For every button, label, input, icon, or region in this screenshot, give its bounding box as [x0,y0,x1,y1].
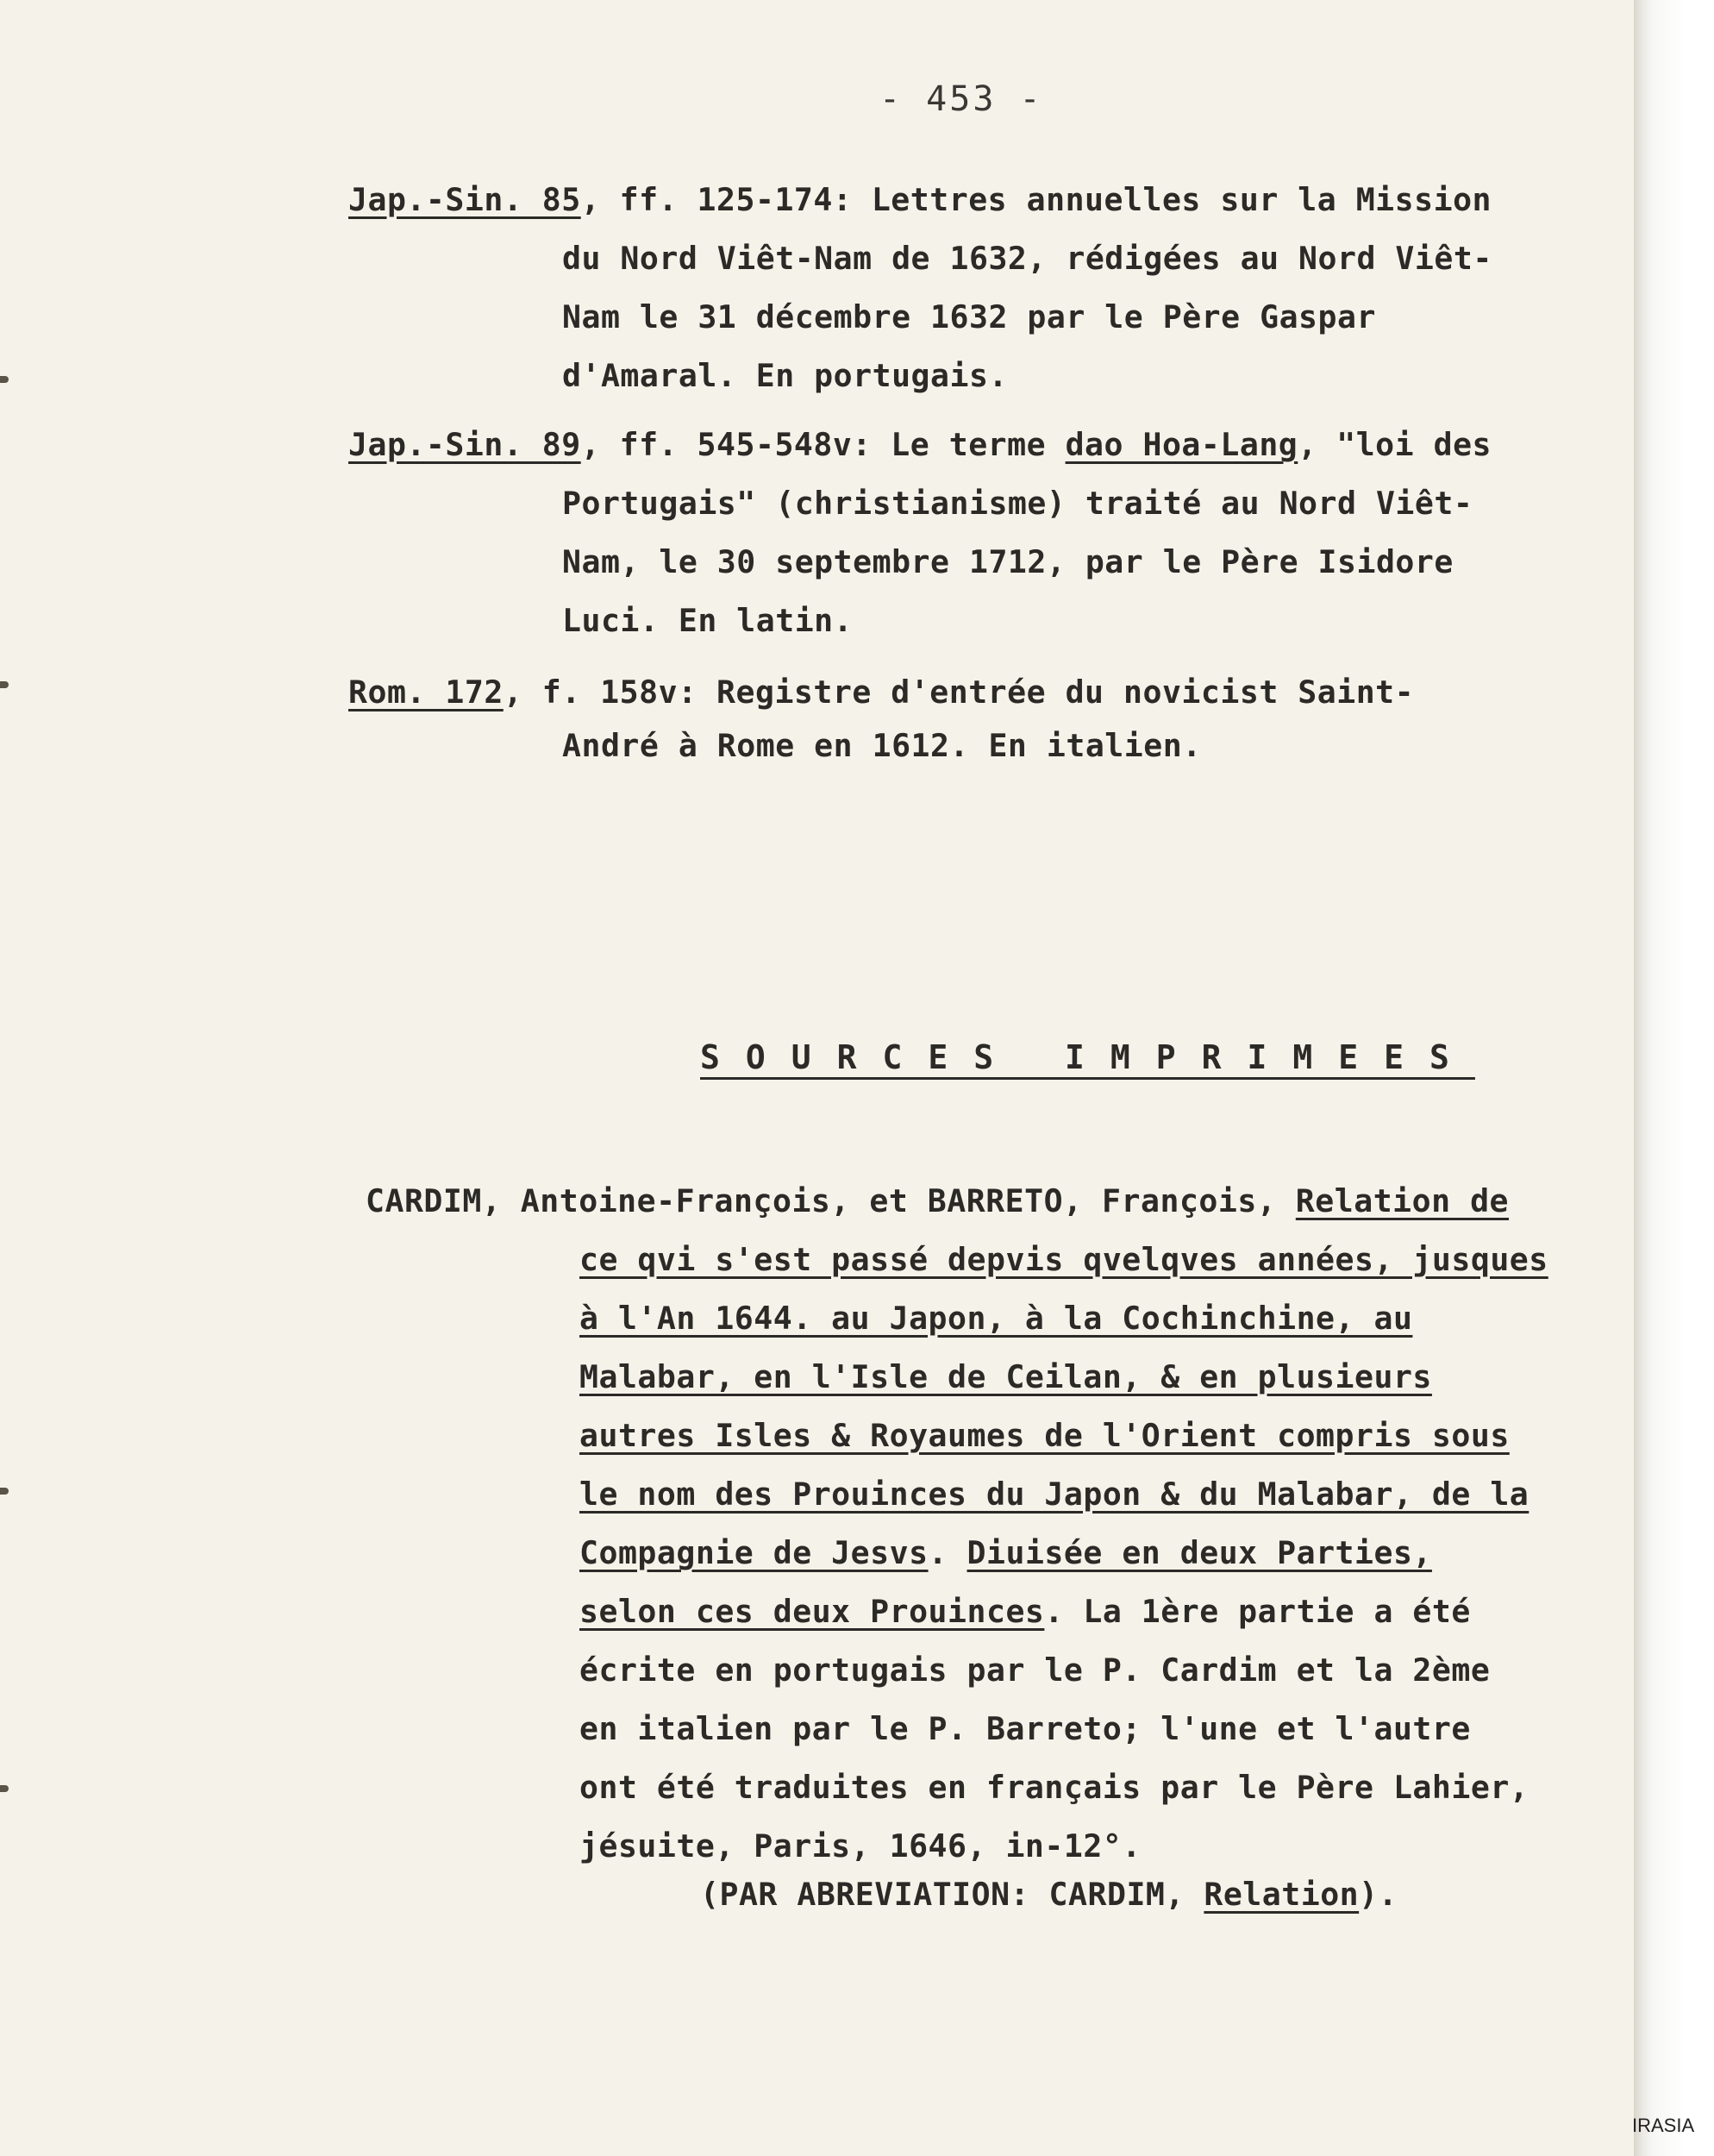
entry-first-line: CARDIM, Antoine-François, et BARRETO, François, Relation de [366,1182,1510,1219]
underlined-term: dao Hoa-Lang [1065,426,1298,463]
book-title-line: Malabar, en l'Isle de Ceilan, & en plusieurs [579,1358,1432,1395]
abbreviation-note: (PAR ABREVIATION: CARDIM, Relation). [700,1876,1398,1913]
entry-line: du Nord Viêt-Nam de 1632, rédigées au Nord Viêt- [562,240,1492,277]
book-title-line: ce qvi s'est passé depvis qvelqves années, jusques [579,1241,1548,1278]
entry-line: écrite en portugais par le P. Cardim et la 2ème [579,1651,1491,1689]
entry-line: jésuite, Paris, 1646, in-12°. [579,1827,1142,1865]
book-title: Relation de [1295,1182,1510,1219]
archive-reference: Rom. 172 [348,674,504,711]
book-title-line: le nom des Prouinces du Japon & du Malabar, de la [579,1476,1529,1513]
entry-first-line: Jap.-Sin. 85, ff. 125-174: Lettres annuelles sur la Mission [348,181,1492,218]
binding-hole [0,1488,9,1495]
entry-line: d'Amaral. En portugais. [562,357,1008,394]
archive-reference: Jap.-Sin. 89 [348,426,581,463]
binding-hole [0,1785,9,1792]
entry-first-line: Jap.-Sin. 89, ff. 545-548v: Le terme dao Hoa-Lang, "loi des [348,426,1492,463]
book-title-line: autres Isles & Royaumes de l'Orient compris sous [579,1417,1510,1454]
entry-line: André à Rome en 1612. En italien. [562,727,1202,764]
subtitle: Diuisée en deux Parties, [966,1534,1432,1571]
entry-line: Portugais" (christianisme) traité au Nord Viêt- [562,485,1473,522]
section-heading: SOURCES IMPRIMEES [700,1038,1475,1076]
binding-hole [0,681,9,688]
binding-hole [0,376,9,383]
book-title-line: à l'An 1644. au Japon, à la Cochinchine, au [579,1300,1413,1337]
entry-line: Nam, le 30 septembre 1712, par le Père Isidore [562,543,1454,580]
book-title-line: Compagnie de Jesvs. Diuisée en deux Parties, [579,1534,1432,1571]
watermark: IRASIA [1632,2115,1695,2136]
page-number: - 453 - [879,79,1043,119]
entry-line: Nam le 31 décembre 1632 par le Père Gaspar [562,298,1376,335]
entry-line: ont été traduites en français par le Père Lahier, [579,1769,1529,1806]
page-edge [1634,0,1714,2156]
entry-line: selon ces deux Prouinces. La 1ère partie a été [579,1593,1471,1630]
subtitle: selon ces deux Prouinces [579,1593,1045,1630]
archive-reference: Jap.-Sin. 85 [348,181,581,218]
entry-first-line: Rom. 172, f. 158v: Registre d'entrée du novicist Saint- [348,674,1415,711]
entry-line: Luci. En latin. [562,602,854,639]
entry-line: en italien par le P. Barreto; l'une et l'autre [579,1710,1471,1747]
